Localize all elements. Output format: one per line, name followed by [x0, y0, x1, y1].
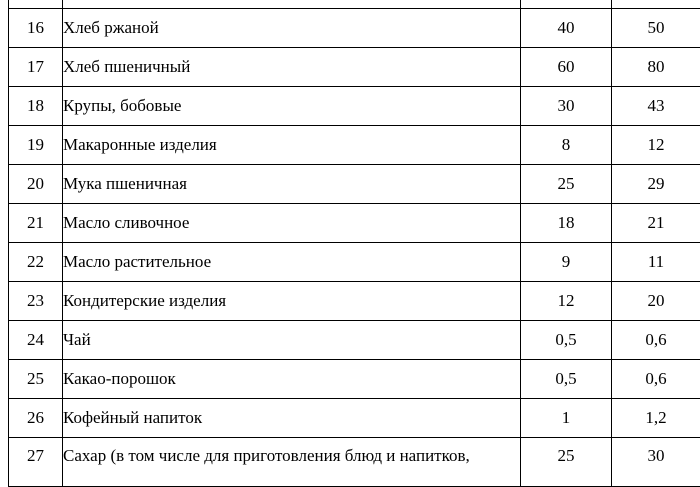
row-number-cell: 22 [9, 243, 63, 282]
row-number-cell: 24 [9, 321, 63, 360]
table-row [9, 126, 700, 165]
norm-value-1-cell [521, 0, 612, 9]
norm-value-1-cell: 0,5 [521, 321, 612, 360]
product-name-cell: Хлеб ржаной [63, 9, 521, 48]
norm-value-1-cell: 0,5 [521, 360, 612, 399]
row-number-cell: 27 [9, 438, 63, 487]
norm-value-2-cell: 80 [612, 48, 700, 87]
table-row [9, 0, 700, 9]
product-name-cell: Мука пшеничная [63, 165, 521, 204]
norm-value-1-cell: 40 [521, 9, 612, 48]
row-number-cell: 20 [9, 165, 63, 204]
norm-value-2-cell: 11 [612, 243, 700, 282]
row-number-cell: 25 [9, 360, 63, 399]
row-number-cell: 16 [9, 9, 63, 48]
product-name-cell: Масло растительное [63, 243, 521, 282]
norm-value-2-cell: 50 [612, 9, 700, 48]
norm-value-1-cell: 1 [521, 399, 612, 438]
norm-value-1-cell: 25 [521, 165, 612, 204]
norm-value-1-cell: 30 [521, 87, 612, 126]
product-name-cell: Кондитерские изделия [63, 282, 521, 321]
table-row [9, 9, 700, 48]
table-row [9, 438, 700, 487]
norm-value-1-cell: 60 [521, 48, 612, 87]
row-number-cell: 17 [9, 48, 63, 87]
table-row [9, 204, 700, 243]
table-row [9, 360, 700, 399]
product-name-cell: Какао-порошок [63, 360, 521, 399]
norm-value-2-cell: 1,2 [612, 399, 700, 438]
product-name-cell: Хлеб пшеничный [63, 48, 521, 87]
product-name-cell: Масло сливочное [63, 204, 521, 243]
table-row [9, 399, 700, 438]
norm-value-1-cell: 25 [521, 438, 612, 487]
table-row [9, 165, 700, 204]
product-name-cell: Кофейный напиток [63, 399, 521, 438]
product-name-cell: Сахар (в том числе для приготовления блюд и напитков, [63, 438, 521, 487]
norm-value-1-cell: 18 [521, 204, 612, 243]
norm-value-2-cell: 20 [612, 282, 700, 321]
row-number-cell: 19 [9, 126, 63, 165]
norm-value-2-cell: 29 [612, 165, 700, 204]
row-number-cell: 23 [9, 282, 63, 321]
food-norms-table [8, 0, 700, 487]
product-name-cell [63, 0, 521, 9]
norm-value-1-cell: 8 [521, 126, 612, 165]
product-name-cell: Чай [63, 321, 521, 360]
row-number-cell: 21 [9, 204, 63, 243]
norm-value-2-cell: 30 [612, 438, 700, 487]
norm-value-2-cell: 0,6 [612, 360, 700, 399]
norm-value-1-cell: 9 [521, 243, 612, 282]
row-number-cell: 26 [9, 399, 63, 438]
table-row [9, 282, 700, 321]
product-name-cell: Крупы, бобовые [63, 87, 521, 126]
norm-value-2-cell: 0,6 [612, 321, 700, 360]
table-row [9, 48, 700, 87]
table-body [9, 0, 700, 487]
table-row [9, 87, 700, 126]
norm-value-2-cell [612, 0, 700, 9]
norm-value-2-cell: 12 [612, 126, 700, 165]
row-number-cell: 18 [9, 87, 63, 126]
product-name-cell: Макаронные изделия [63, 126, 521, 165]
table-row [9, 321, 700, 360]
table-row [9, 243, 700, 282]
row-number-cell [9, 0, 63, 9]
norm-value-2-cell: 21 [612, 204, 700, 243]
norm-value-1-cell: 12 [521, 282, 612, 321]
norm-value-2-cell: 43 [612, 87, 700, 126]
